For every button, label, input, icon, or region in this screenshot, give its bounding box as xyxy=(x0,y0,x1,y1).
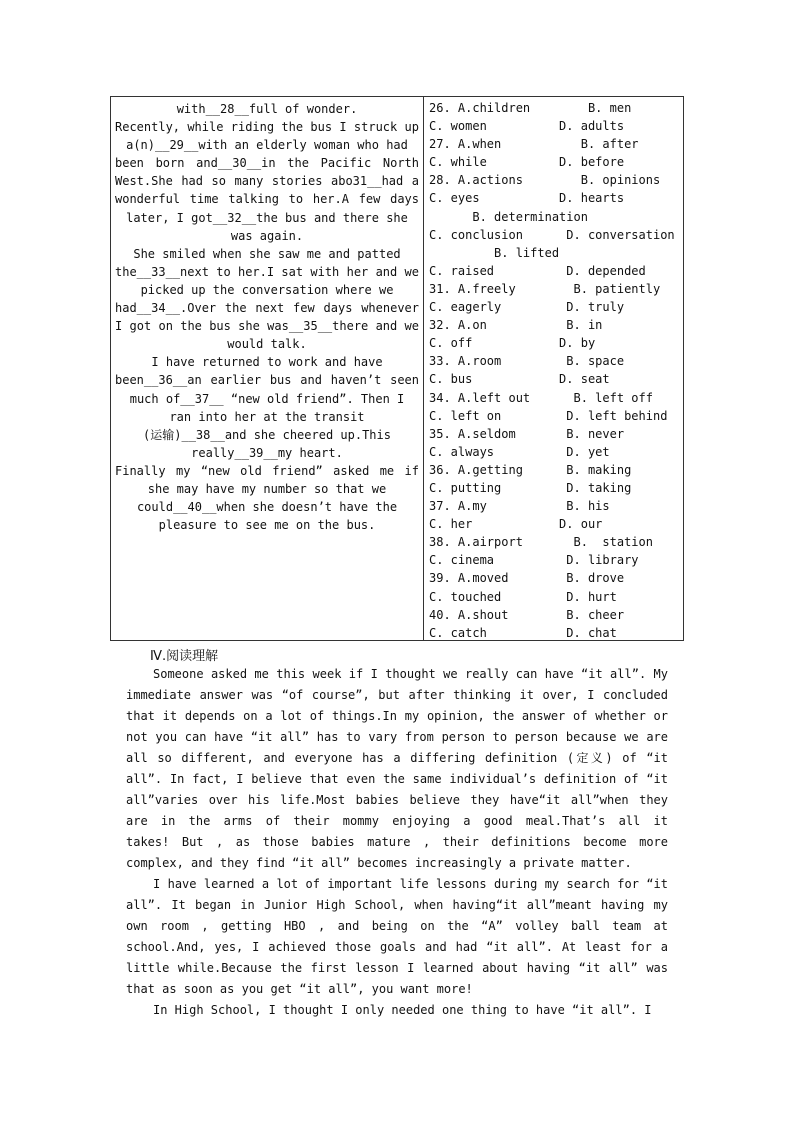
option-line: C. always D. yet xyxy=(429,444,610,459)
reading-line: Someone asked me this week if I thought we really can have “it all”. My xyxy=(153,667,668,681)
reading-line: all”. It began in Junior High School, when having“it all”meant having my xyxy=(126,898,668,912)
option-line: 34. A.left out B. left off xyxy=(429,390,653,405)
option-line: C. off D. by xyxy=(429,336,596,351)
reading-line: In High School, I thought I only needed one thing to have “it all”. I xyxy=(153,1003,652,1017)
option-line: 35. A.seldom B. never xyxy=(429,426,625,441)
passage-line: I have returned to work and have xyxy=(151,355,383,370)
reading-line: complex, and they find “it all” becomes increasingly a private matter. xyxy=(126,856,632,870)
reading-line: school.And, yes, I achieved those goals and had “it all”. At least for a xyxy=(126,940,668,954)
passage-line: I got on the bus she was__35__there and we xyxy=(115,319,419,334)
option-line: 37. A.my B. his xyxy=(429,499,610,514)
option-line: C. catch D. chat xyxy=(429,625,617,640)
option-line: C. eyes D. hearts xyxy=(429,191,625,206)
reading-line: all so different, and everyone has a differing definition (定义) of “it xyxy=(126,751,668,765)
option-line: 39. A.moved B. drove xyxy=(429,571,625,586)
reading-line: all”. In fact, I believe that even the same individual’s definition of “it xyxy=(126,772,668,786)
reading-line: takes! But , as those babies mature , their definitions become more xyxy=(126,835,668,849)
cloze-options xyxy=(429,99,683,642)
reading-line: that it depends on a lot of things.In my opinion, the answer of whether or xyxy=(126,709,668,723)
cloze-table xyxy=(110,96,684,641)
passage-line: the__33__next to her.I sat with her and we xyxy=(115,264,419,279)
option-line: C. eagerly D. truly xyxy=(429,300,625,315)
reading-line: little while.Because the first lesson I learned about having “it all” was xyxy=(126,961,668,975)
passage-line: was again. xyxy=(230,228,304,243)
option-line: 31. A.freely B. patiently xyxy=(429,281,661,296)
option-line: 32. A.on B. in xyxy=(429,318,603,333)
option-line: B. determination xyxy=(429,209,588,224)
option-line: 27. A.when B. after xyxy=(429,137,639,152)
option-line: 38. A.airport B. station xyxy=(429,535,653,550)
option-line: C. touched D. hurt xyxy=(429,589,617,604)
option-line: C. left on D. left behind xyxy=(429,408,668,423)
reading-line: all”varies over his life.Most babies believe they have“it all”when they xyxy=(126,793,668,807)
reading-line: immediate answer was “of course”, but after thinking it over, I concluded xyxy=(126,688,668,702)
passage-line: Finally my “new old friend” asked me if xyxy=(115,463,419,478)
option-line: C. conclusion D. conversation xyxy=(429,227,675,242)
passage-line: pleasure to see me on the bus. xyxy=(158,518,376,533)
option-line: 28. A.actions B. opinions xyxy=(429,173,661,188)
passage-line: been__36__an earlier bus and haven’t seen xyxy=(115,373,419,388)
passage-line: would talk. xyxy=(227,337,307,352)
passage-line: wonderful time talking to her.A few days xyxy=(115,192,419,207)
reading-line: I have learned a lot of important life lessons during my search for “it xyxy=(153,877,668,891)
option-line: C. cinema D. library xyxy=(429,553,639,568)
reading-line: own room , getting HBO , and being on the “A” volley ball team at xyxy=(126,919,668,933)
passage-line: (运输)__38__and she cheered up.This xyxy=(143,427,391,442)
option-line: 33. A.room B. space xyxy=(429,354,625,369)
option-line: C. while D. before xyxy=(429,155,625,170)
column-divider xyxy=(423,97,424,640)
passage-line: could__40__when she doesn’t have the xyxy=(136,500,398,515)
passage-line: with__28__full of wonder. xyxy=(176,102,358,116)
passage-line: had__34__.Over the next few days whenever xyxy=(115,301,419,316)
option-line: 36. A.getting B. making xyxy=(429,462,632,477)
option-line: C. raised D. depended xyxy=(429,263,646,278)
passage-line: ran into her at the transit xyxy=(169,409,365,424)
option-line: C. women D. adults xyxy=(429,119,625,134)
passage-line: been born and__30__in the Pacific North xyxy=(115,156,419,171)
option-line: 40. A.shout B. cheer xyxy=(429,607,625,622)
passage-line: She smiled when she saw me and patted xyxy=(133,246,401,261)
option-line: B. lifted xyxy=(429,245,560,260)
option-line: 26. A.children B. men xyxy=(429,101,632,115)
reading-line: are in the arms of their mommy enjoying a good meal.That’s all it xyxy=(126,814,668,828)
passage-line: Recently, while riding the bus I struck up xyxy=(115,120,419,135)
passage-line: really__39__my heart. xyxy=(191,445,343,460)
passage-line: West.She had so many stories abo31__had a xyxy=(115,174,419,189)
passage-line: picked up the conversation where we xyxy=(140,282,394,297)
passage-line: she may have my number so that we xyxy=(147,481,387,496)
passage-line: much of__37__ “new old friend”. Then I xyxy=(129,391,405,406)
section-title: Ⅳ.阅读理解 xyxy=(150,649,219,664)
reading-passage xyxy=(126,664,668,1021)
reading-line: that as soon as you get “it all”, you want more! xyxy=(126,982,473,996)
passage-line: later, I got__32__the bus and there she xyxy=(126,210,408,225)
option-line: C. her D. our xyxy=(429,517,603,532)
option-line: C. bus D. seat xyxy=(429,372,610,387)
reading-line: not you can have “it all” has to vary from person to person because we are xyxy=(126,730,668,744)
passage-line: a(n)__29__with an elderly woman who had xyxy=(126,138,408,153)
option-line: C. putting D. taking xyxy=(429,480,632,495)
cloze-passage xyxy=(115,100,419,534)
